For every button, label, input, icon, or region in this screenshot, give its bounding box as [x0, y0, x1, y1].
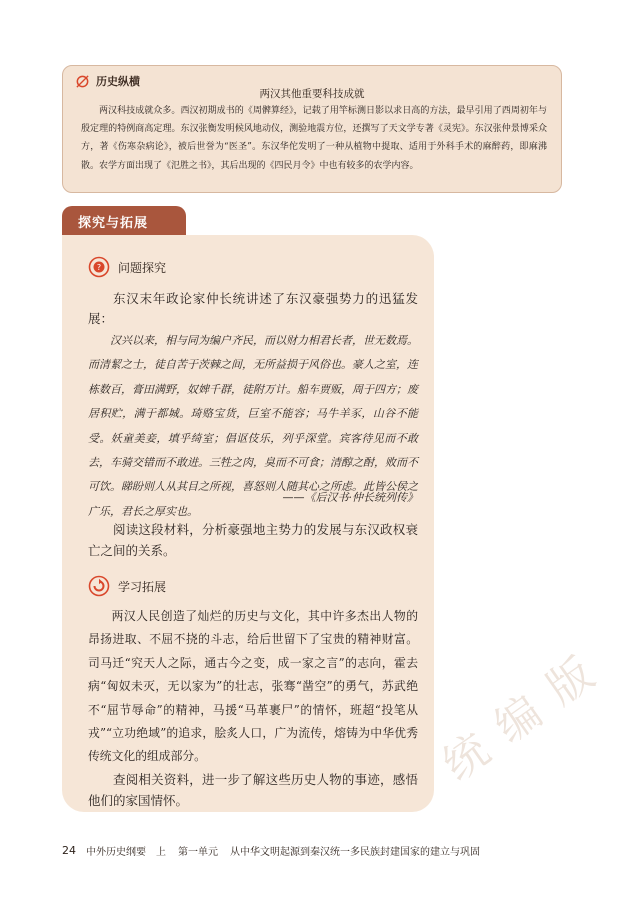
problem-section-label: 问题探究 [118, 260, 167, 275]
watermark-char: 版 [537, 648, 604, 716]
quote-source: ——《后汉书·仲长统列传》 [282, 491, 418, 504]
history-box [62, 65, 562, 193]
history-box-title: 两汉其他重要科技成就 [259, 88, 365, 100]
page-number: 24 [62, 843, 76, 857]
question-mark-icon [88, 256, 110, 278]
watermark-char: 统 [433, 724, 500, 792]
problem-section-header [88, 256, 166, 278]
explore-band-label: 探究与拓展 [78, 216, 149, 231]
problem-quote: 汉兴以来，相与同为编户齐民，而以财力相君长者，世无数焉。而清絜之士，徒自苦于茨棘之间，无所益损于风俗也。豪人之室，连栋数百，膏田满野，奴婢千群，徒附万计。船车贾贩，周于四方；废居积贮，满于都城。琦赂宝货，巨室不能容；马牛羊豕，山谷不能受。妖童美妾，填乎绮室；倡讴伎乐，列乎深堂。宾客待见而不敢去，车骑交错而不敢进。三牲之肉，臭而不可食；清醇之酎，败而不可饮。睇盼则人从其目之所视，喜怒则人随其心之所虑。此皆公侯之广乐，君长之厚实也。 [88, 334, 418, 518]
refresh-cycle-icon [88, 575, 110, 597]
extend-section-label: 学习拓展 [118, 579, 167, 594]
svg-text:?: ? [96, 263, 102, 272]
explore-band [62, 206, 186, 236]
book-title: 中外历史纲要 上 [86, 846, 166, 858]
watermark [433, 596, 634, 796]
extend-task: 查阅相关资料，进一步了解这些历史人物的事迹，感悟他们的家国情怀。 [88, 772, 418, 808]
watermark-char: 编 [485, 686, 552, 754]
unit-title: 从中华文明起源到秦汉统一多民族封建国家的建立与巩固 [230, 846, 480, 858]
history-box-label: 历史纵横 [96, 75, 140, 88]
extend-section-header [88, 575, 166, 597]
history-box-body: 两汉科技成就众多。西汉初期成书的《周髀算经》，记载了用竿标测日影以求日高的方法，最早引用了西周初年与殷定理的特例商高定理。东汉张衡发明候风地动仪，测验地震方位，还撰写了天文学专著《灵宪》。东汉张仲景博采众方，著《伤寒杂病论》，被后世誉为“医圣”。东汉华佗发明了一种从植物中提取、适用于外科手术的麻醉药，即麻沸散。农学方面出现了《氾胜之书》，其后出现的《四民月令》中也有较多的农学内容。 [81, 106, 547, 171]
unit-label: 第一单元 [178, 846, 218, 858]
problem-question: 阅读这段材料，分析豪强地主势力的发展与东汉政权衰亡之间的关系。 [88, 522, 418, 558]
extend-body: 两汉人民创造了灿烂的历史与文化，其中许多杰出人物的昂扬进取、不屈不挠的斗志，给后世留下了宝贵的精神财富。司马迁“究天人之际，通古今之变，成一家之言”的志向，霍去病“匈奴未灭，无以家为”的壮志，张骞“凿空”的勇气，苏武绝不“屈节辱命”的精神，马援“马革裹尸”的情怀，班超“投笔从戎”“立功绝域”的追求，脍炙人口，广为流传，熔铸为中华优秀传统文化的组成部分。 [88, 609, 418, 764]
problem-intro: 东汉末年政论家仲长统讲述了东汉豪强势力的迅猛发展： [88, 291, 418, 326]
page-footer [62, 842, 582, 858]
